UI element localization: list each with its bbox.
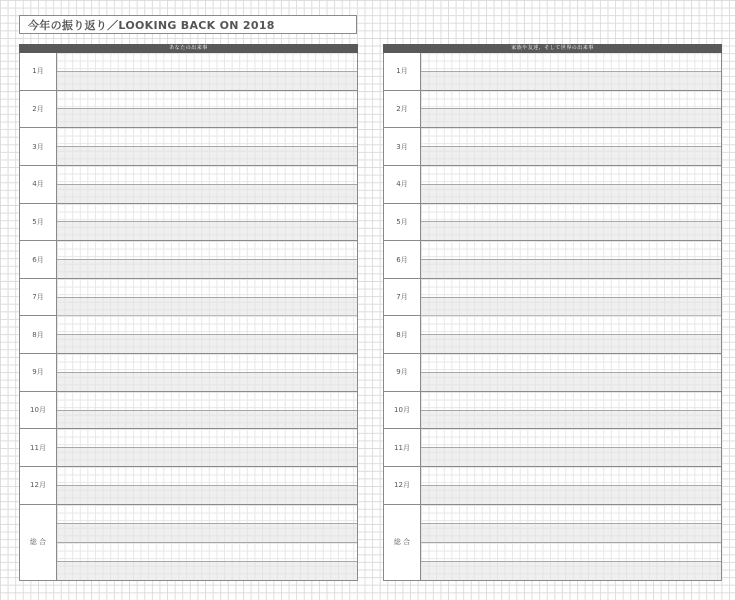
writing-area[interactable] bbox=[57, 204, 357, 241]
writing-area[interactable] bbox=[57, 392, 357, 429]
writing-line[interactable] bbox=[57, 109, 357, 127]
writing-line[interactable] bbox=[421, 147, 721, 165]
writing-area[interactable] bbox=[57, 505, 357, 580]
writing-line[interactable] bbox=[57, 373, 357, 391]
writing-line[interactable] bbox=[421, 335, 721, 353]
writing-area[interactable] bbox=[57, 241, 357, 278]
writing-line[interactable] bbox=[57, 467, 357, 486]
writing-line[interactable] bbox=[57, 448, 357, 466]
writing-area[interactable] bbox=[421, 279, 721, 316]
writing-area[interactable] bbox=[421, 429, 721, 466]
writing-line[interactable] bbox=[57, 260, 357, 278]
month-label: 5月 bbox=[20, 204, 57, 241]
writing-line[interactable] bbox=[57, 185, 357, 203]
writing-line[interactable] bbox=[421, 429, 721, 448]
month-row bbox=[20, 392, 357, 430]
writing-line[interactable] bbox=[57, 279, 357, 298]
total-row bbox=[384, 505, 721, 580]
month-label: 9月 bbox=[20, 354, 57, 391]
writing-line[interactable] bbox=[421, 562, 721, 580]
panel-header: あなたの出来事 bbox=[19, 44, 358, 53]
writing-line[interactable] bbox=[421, 53, 721, 72]
writing-area[interactable] bbox=[57, 166, 357, 203]
month-row bbox=[384, 316, 721, 354]
writing-line[interactable] bbox=[57, 316, 357, 335]
month-label: 6月 bbox=[20, 241, 57, 278]
writing-area[interactable] bbox=[421, 467, 721, 504]
month-label: 4月 bbox=[20, 166, 57, 203]
panel-body bbox=[383, 53, 722, 581]
writing-area[interactable] bbox=[421, 204, 721, 241]
month-row bbox=[384, 241, 721, 279]
writing-line[interactable] bbox=[57, 147, 357, 165]
writing-area[interactable] bbox=[421, 53, 721, 90]
month-label: 6月 bbox=[384, 241, 421, 278]
writing-line[interactable] bbox=[57, 91, 357, 110]
month-row bbox=[20, 467, 357, 505]
writing-line[interactable] bbox=[421, 204, 721, 223]
writing-line[interactable] bbox=[57, 335, 357, 353]
month-row bbox=[384, 53, 721, 91]
writing-area[interactable] bbox=[421, 354, 721, 391]
month-label: 12月 bbox=[20, 467, 57, 504]
writing-area[interactable] bbox=[421, 505, 721, 580]
writing-line[interactable] bbox=[57, 392, 357, 411]
writing-line[interactable] bbox=[421, 91, 721, 110]
writing-line[interactable] bbox=[421, 448, 721, 466]
writing-area[interactable] bbox=[421, 166, 721, 203]
month-label: 8月 bbox=[20, 316, 57, 353]
month-label: 7月 bbox=[20, 279, 57, 316]
writing-line[interactable] bbox=[421, 260, 721, 278]
writing-line[interactable] bbox=[57, 298, 357, 316]
panel-body bbox=[19, 53, 358, 581]
writing-line[interactable] bbox=[421, 524, 721, 543]
month-row bbox=[384, 91, 721, 129]
panel-world-events bbox=[383, 44, 722, 581]
writing-line[interactable] bbox=[421, 222, 721, 240]
writing-area[interactable] bbox=[57, 128, 357, 165]
total-row bbox=[20, 505, 357, 580]
month-label: 9月 bbox=[384, 354, 421, 391]
month-row bbox=[384, 166, 721, 204]
month-label: 2月 bbox=[384, 91, 421, 128]
month-row bbox=[384, 279, 721, 317]
writing-line[interactable] bbox=[421, 467, 721, 486]
month-label: 10月 bbox=[20, 392, 57, 429]
panel-your-events bbox=[19, 44, 358, 581]
month-label: 11月 bbox=[20, 429, 57, 466]
panel-header: 家族や友達、そして世界の出来事 bbox=[383, 44, 722, 53]
writing-area[interactable] bbox=[57, 354, 357, 391]
writing-line[interactable] bbox=[421, 486, 721, 504]
writing-area[interactable] bbox=[57, 429, 357, 466]
month-label: 12月 bbox=[384, 467, 421, 504]
month-row bbox=[20, 204, 357, 242]
month-row bbox=[20, 166, 357, 204]
month-row bbox=[384, 354, 721, 392]
month-row bbox=[384, 128, 721, 166]
writing-area[interactable] bbox=[421, 241, 721, 278]
month-label: 1月 bbox=[384, 53, 421, 90]
writing-line[interactable] bbox=[421, 543, 721, 562]
month-row bbox=[384, 429, 721, 467]
writing-line[interactable] bbox=[57, 53, 357, 72]
writing-line[interactable] bbox=[421, 241, 721, 260]
month-row bbox=[384, 467, 721, 505]
month-label: 4月 bbox=[384, 166, 421, 203]
page-title: 今年の振り返り／LOOKING BACK ON 2018 bbox=[28, 18, 275, 32]
month-row bbox=[20, 316, 357, 354]
writing-line[interactable] bbox=[57, 505, 357, 524]
writing-line[interactable] bbox=[421, 72, 721, 90]
writing-line[interactable] bbox=[57, 166, 357, 185]
month-label: 2月 bbox=[20, 91, 57, 128]
page-title-box bbox=[19, 15, 357, 34]
writing-line[interactable] bbox=[421, 279, 721, 298]
writing-line[interactable] bbox=[421, 505, 721, 524]
writing-line[interactable] bbox=[57, 429, 357, 448]
writing-line[interactable] bbox=[57, 543, 357, 562]
writing-line[interactable] bbox=[57, 204, 357, 223]
writing-area[interactable] bbox=[57, 467, 357, 504]
writing-area[interactable] bbox=[421, 392, 721, 429]
total-label: 総 合 bbox=[384, 505, 421, 580]
writing-line[interactable] bbox=[421, 411, 721, 429]
writing-line[interactable] bbox=[421, 109, 721, 127]
month-row bbox=[384, 204, 721, 242]
month-row bbox=[20, 241, 357, 279]
total-label: 総 合 bbox=[20, 505, 57, 580]
writing-line[interactable] bbox=[421, 128, 721, 147]
month-label: 10月 bbox=[384, 392, 421, 429]
writing-area[interactable] bbox=[57, 53, 357, 90]
writing-line[interactable] bbox=[57, 486, 357, 504]
month-row bbox=[20, 354, 357, 392]
writing-line[interactable] bbox=[421, 166, 721, 185]
writing-line[interactable] bbox=[57, 562, 357, 580]
month-row bbox=[20, 429, 357, 467]
writing-line[interactable] bbox=[421, 354, 721, 373]
writing-area[interactable] bbox=[421, 128, 721, 165]
writing-area[interactable] bbox=[421, 316, 721, 353]
writing-area[interactable] bbox=[421, 91, 721, 128]
writing-area[interactable] bbox=[57, 91, 357, 128]
month-label: 7月 bbox=[384, 279, 421, 316]
month-label: 11月 bbox=[384, 429, 421, 466]
month-row bbox=[20, 91, 357, 129]
month-label: 8月 bbox=[384, 316, 421, 353]
writing-line[interactable] bbox=[57, 524, 357, 543]
month-label: 3月 bbox=[20, 128, 57, 165]
writing-line[interactable] bbox=[421, 185, 721, 203]
month-row bbox=[20, 128, 357, 166]
writing-line[interactable] bbox=[57, 241, 357, 260]
month-label: 1月 bbox=[20, 53, 57, 90]
writing-line[interactable] bbox=[421, 316, 721, 335]
month-row bbox=[20, 53, 357, 91]
writing-area[interactable] bbox=[57, 316, 357, 353]
month-label: 3月 bbox=[384, 128, 421, 165]
writing-line[interactable] bbox=[57, 72, 357, 90]
writing-line[interactable] bbox=[57, 128, 357, 147]
writing-line[interactable] bbox=[421, 373, 721, 391]
writing-line[interactable] bbox=[421, 392, 721, 411]
writing-line[interactable] bbox=[57, 354, 357, 373]
writing-line[interactable] bbox=[57, 222, 357, 240]
month-row bbox=[384, 392, 721, 430]
month-label: 5月 bbox=[384, 204, 421, 241]
month-row bbox=[20, 279, 357, 317]
writing-area[interactable] bbox=[57, 279, 357, 316]
writing-line[interactable] bbox=[421, 298, 721, 316]
writing-line[interactable] bbox=[57, 411, 357, 429]
